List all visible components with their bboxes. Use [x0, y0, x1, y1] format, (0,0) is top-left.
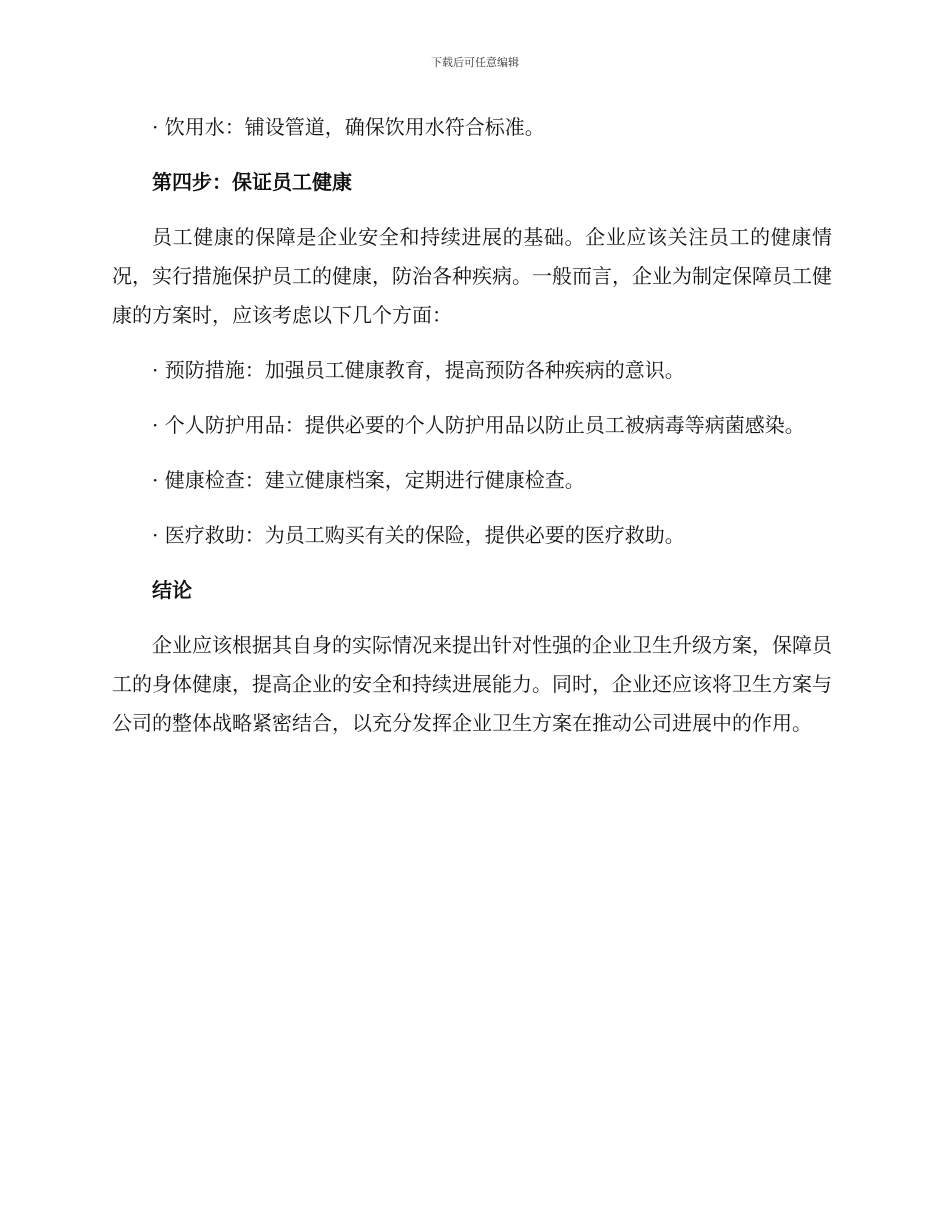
bullet-prevention-measures: · 预防措施：加强员工健康教育，提高预防各种疾病的意识。: [152, 358, 685, 382]
bullet-drinking-water: · 饮用水：铺设管道，确保饮用水符合标准。: [152, 115, 545, 139]
bullet-medical-assistance: · 医疗救助：为员工购买有关的保险，提供必要的医疗救助。: [152, 523, 685, 547]
document-content: [112, 108, 832, 759]
paragraph-conclusion: 企业应该根据其自身的实际情况来提出针对性强的企业卫生升级方案，保障员工的身体健康，提高企业的安全和持续进展能力。同时，企业还应该将卫生方案与公司的整体战略紧密结合，以充分发挥企业卫生方案在推动公司进展中的作用。: [112, 633, 832, 735]
bullet-personal-protective-equipment: · 个人防护用品：提供必要的个人防护用品以防止员工被病毒等病菌感染。: [152, 413, 805, 437]
page-header: 下载后可任意编辑: [431, 56, 519, 69]
section-heading-step-four: 第四步：保证员工健康: [152, 170, 352, 194]
section-heading-conclusion: 结论: [152, 578, 192, 602]
paragraph-employee-health: 员工健康的保障是企业安全和持续进展的基础。企业应该关注员工的健康情况，实行措施保护员工的健康，防治各种疾病。一般而言，企业为制定保障员工健康的方案时，应该考虑以下几个方面：: [112, 225, 832, 327]
bullet-health-check: · 健康检查：建立健康档案，定期进行健康检查。: [152, 468, 585, 492]
